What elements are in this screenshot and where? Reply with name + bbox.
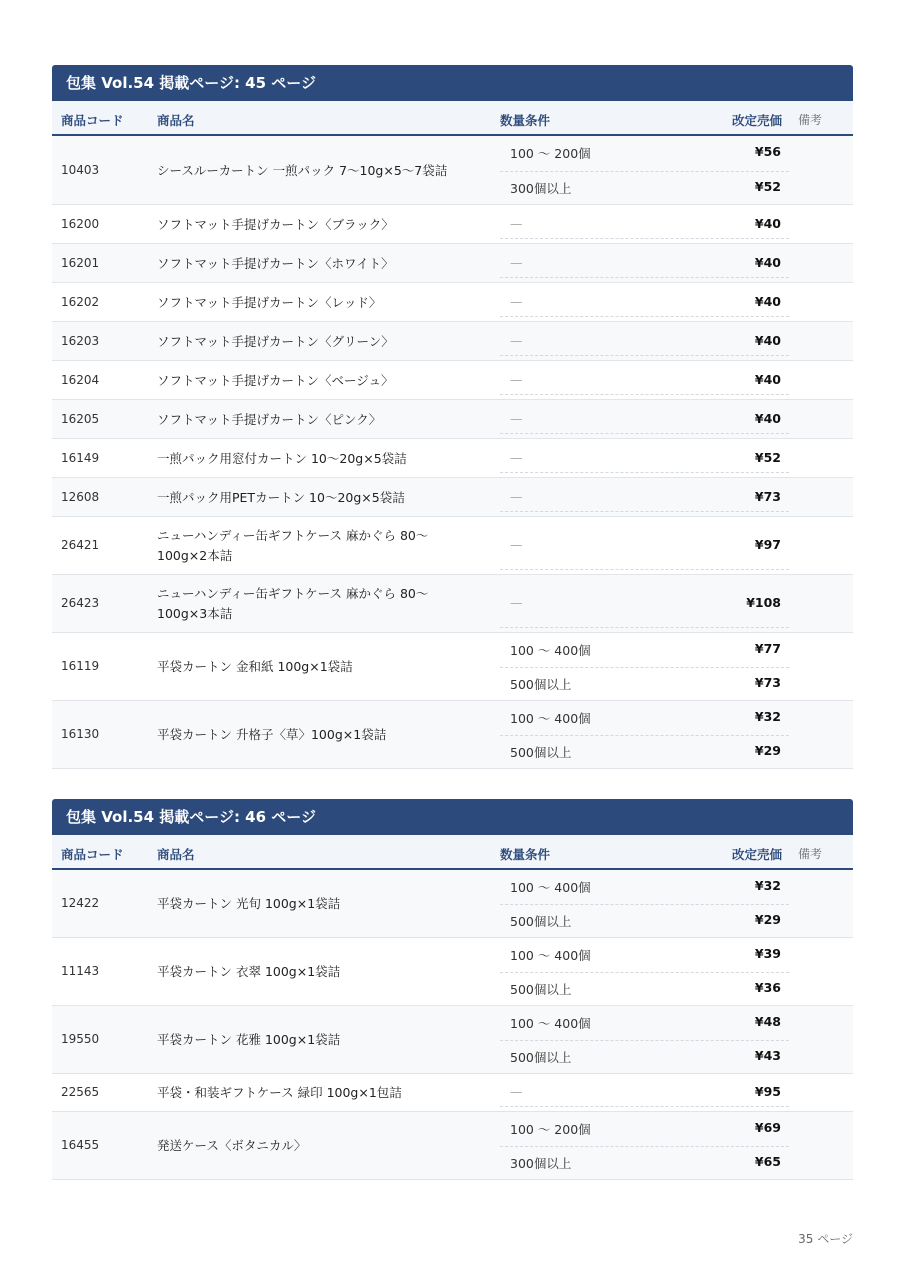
column-header-row [52, 835, 853, 870]
product-name: ニューハンディー缶ギフトケース 麻かぐら 80〜100g×2本詰 [157, 528, 429, 563]
quantity-condition: 300個以上 [510, 1156, 572, 1171]
revised-price: ¥73 [754, 675, 781, 690]
product-name: 平袋カートン 光旬 100g×1袋詰 [157, 896, 341, 911]
product-code: 16119 [61, 659, 100, 673]
quantity-condition: — [510, 449, 523, 465]
table-row [52, 322, 853, 361]
table-row [52, 361, 853, 400]
table-row [52, 400, 853, 439]
table-row [52, 633, 853, 701]
revised-price: ¥40 [754, 371, 781, 387]
column-price: 改定売価 [732, 847, 783, 862]
quantity-condition: 100 〜 400個 [510, 948, 591, 963]
price-section [52, 65, 853, 769]
product-name: 平袋・和装ギフトケース 緑印 100g×1包詰 [157, 1085, 402, 1100]
quantity-tier [500, 575, 789, 633]
revised-price: ¥32 [754, 878, 781, 893]
column-note: 備考 [798, 847, 823, 861]
quantity-condition: 500個以上 [510, 745, 572, 760]
revised-price: ¥39 [754, 946, 781, 961]
product-name: シースルーカートン 一煎パック 7〜10g×5〜7袋詰 [157, 162, 448, 178]
revised-price: ¥36 [754, 980, 781, 995]
product-code: 16200 [61, 216, 100, 231]
table-row [52, 439, 853, 478]
product-name: 一煎パック用PETカートン 10〜20g×5袋詰 [157, 489, 405, 505]
table-row [52, 938, 853, 1006]
revised-price: ¥56 [754, 144, 781, 160]
revised-price: ¥69 [754, 1120, 781, 1135]
quantity-tier [500, 701, 789, 735]
product-name: 平袋カートン 花雅 100g×1袋詰 [157, 1032, 341, 1047]
revised-price: ¥95 [754, 1084, 781, 1099]
quantity-condition: — [510, 410, 523, 426]
quantity-tier [500, 735, 789, 769]
page-number: 35 ページ [798, 1232, 853, 1246]
column-note: 備考 [798, 113, 823, 127]
quantity-condition: 500個以上 [510, 677, 572, 692]
product-code: 16203 [61, 333, 100, 348]
revised-price: ¥40 [754, 215, 781, 231]
section-title: 包集 Vol.54 掲載ページ: 45 ページ [52, 65, 853, 101]
quantity-condition: 500個以上 [510, 1050, 572, 1065]
revised-price: ¥73 [754, 488, 781, 504]
table-row [52, 575, 853, 633]
table-row [52, 283, 853, 322]
revised-price: ¥40 [754, 410, 781, 426]
table-row [52, 205, 853, 244]
quantity-condition: 100 〜 400個 [510, 643, 591, 658]
tier-divider [500, 277, 789, 278]
product-code: 16455 [61, 1138, 100, 1152]
tier-divider [500, 355, 789, 356]
quantity-condition: 100 〜 400個 [510, 880, 591, 895]
product-name: ソフトマット手提げカートン〈レッド〉 [157, 294, 382, 310]
quantity-condition: 100 〜 400個 [510, 711, 591, 726]
product-code: 16202 [61, 294, 100, 309]
table-row [52, 478, 853, 517]
revised-price: ¥52 [754, 449, 781, 465]
tier-divider [500, 1106, 789, 1107]
product-code: 22565 [61, 1085, 100, 1099]
revised-price: ¥29 [754, 912, 781, 927]
product-code: 11143 [61, 964, 100, 978]
quantity-tier [500, 870, 789, 904]
product-code: 16149 [61, 450, 100, 465]
product-name: ソフトマット手提げカートン〈ブラック〉 [157, 216, 394, 232]
revised-price: ¥108 [746, 595, 781, 610]
tier-divider [500, 472, 789, 473]
table-row [52, 870, 853, 938]
quantity-condition: — [510, 332, 523, 348]
product-code: 12608 [61, 489, 100, 504]
table-row [52, 1112, 853, 1180]
revised-price: ¥77 [754, 641, 781, 656]
quantity-tier [500, 1112, 789, 1146]
table-row [52, 136, 853, 205]
quantity-condition: — [510, 215, 523, 231]
product-name: 平袋カートン 升格子〈草〉100g×1袋詰 [157, 727, 387, 742]
revised-price: ¥40 [754, 332, 781, 348]
quantity-tier [500, 667, 789, 701]
tier-divider [500, 511, 789, 512]
tier-divider [500, 394, 789, 395]
product-name: ソフトマット手提げカートン〈ピンク〉 [157, 411, 382, 427]
quantity-tier [500, 1040, 789, 1074]
quantity-condition: 100 〜 400個 [510, 1016, 591, 1031]
quantity-tier [500, 1146, 789, 1180]
column-code: 商品コード [61, 847, 124, 862]
revised-price: ¥52 [754, 178, 781, 194]
quantity-tier [500, 517, 789, 575]
product-code: 12422 [61, 896, 100, 910]
quantity-condition: — [510, 488, 523, 504]
column-condition: 数量条件 [500, 113, 551, 128]
tier-divider [500, 238, 789, 239]
revised-price: ¥40 [754, 254, 781, 270]
column-price: 改定売価 [732, 113, 783, 128]
revised-price: ¥29 [754, 743, 781, 758]
product-name: ソフトマット手提げカートン〈グリーン〉 [157, 333, 394, 349]
quantity-tier [500, 171, 789, 206]
column-name: 商品名 [157, 847, 195, 862]
revised-price: ¥43 [754, 1048, 781, 1063]
quantity-tier [500, 633, 789, 667]
tier-divider [500, 433, 789, 434]
table-row [52, 517, 853, 575]
tier-divider [500, 627, 789, 628]
revised-price: ¥65 [754, 1154, 781, 1169]
tier-divider [500, 316, 789, 317]
product-name: 平袋カートン 金和紙 100g×1袋詰 [157, 659, 353, 674]
quantity-condition: 300個以上 [510, 180, 572, 196]
quantity-condition: 500個以上 [510, 914, 572, 929]
column-condition: 数量条件 [500, 847, 551, 862]
product-code: 10403 [61, 162, 100, 177]
quantity-condition: — [510, 293, 523, 309]
quantity-tier [500, 136, 789, 171]
product-name: ソフトマット手提げカートン〈ベージュ〉 [157, 372, 394, 388]
quantity-tier [500, 972, 789, 1006]
product-code: 16204 [61, 372, 100, 387]
table-row [52, 701, 853, 769]
quantity-condition: 100 〜 200個 [510, 1122, 591, 1137]
product-name: ソフトマット手提げカートン〈ホワイト〉 [157, 255, 394, 271]
table-row [52, 1074, 853, 1112]
price-section [52, 799, 853, 1180]
column-name: 商品名 [157, 113, 195, 128]
product-code: 19550 [61, 1032, 100, 1046]
product-name: 平袋カートン 衣翠 100g×1袋詰 [157, 964, 341, 979]
table-row [52, 244, 853, 283]
product-name: 発送ケース〈ボタニカル〉 [157, 1138, 307, 1153]
column-header-row [52, 101, 853, 136]
product-code: 16201 [61, 255, 100, 270]
table-row [52, 1006, 853, 1074]
column-code: 商品コード [61, 113, 124, 128]
quantity-tier [500, 1006, 789, 1040]
quantity-condition: — [510, 371, 523, 387]
revised-price: ¥40 [754, 293, 781, 309]
product-code: 16205 [61, 411, 100, 426]
quantity-tier [500, 904, 789, 938]
quantity-condition: — [510, 254, 523, 270]
product-name: ニューハンディー缶ギフトケース 麻かぐら 80〜100g×3本詰 [157, 586, 429, 621]
quantity-condition: — [510, 1084, 523, 1099]
quantity-condition: 500個以上 [510, 982, 572, 997]
quantity-condition: — [510, 537, 523, 552]
product-code: 26421 [61, 538, 100, 552]
revised-price: ¥32 [754, 709, 781, 724]
product-name: 一煎パック用窓付カートン 10〜20g×5袋詰 [157, 450, 407, 466]
quantity-condition: — [510, 595, 523, 610]
product-code: 16130 [61, 727, 100, 741]
revised-price: ¥48 [754, 1014, 781, 1029]
product-code: 26423 [61, 596, 100, 610]
quantity-tier [500, 938, 789, 972]
section-title: 包集 Vol.54 掲載ページ: 46 ページ [52, 799, 853, 835]
tier-divider [500, 569, 789, 570]
quantity-condition: 100 〜 200個 [510, 146, 591, 162]
revised-price: ¥97 [754, 537, 781, 552]
